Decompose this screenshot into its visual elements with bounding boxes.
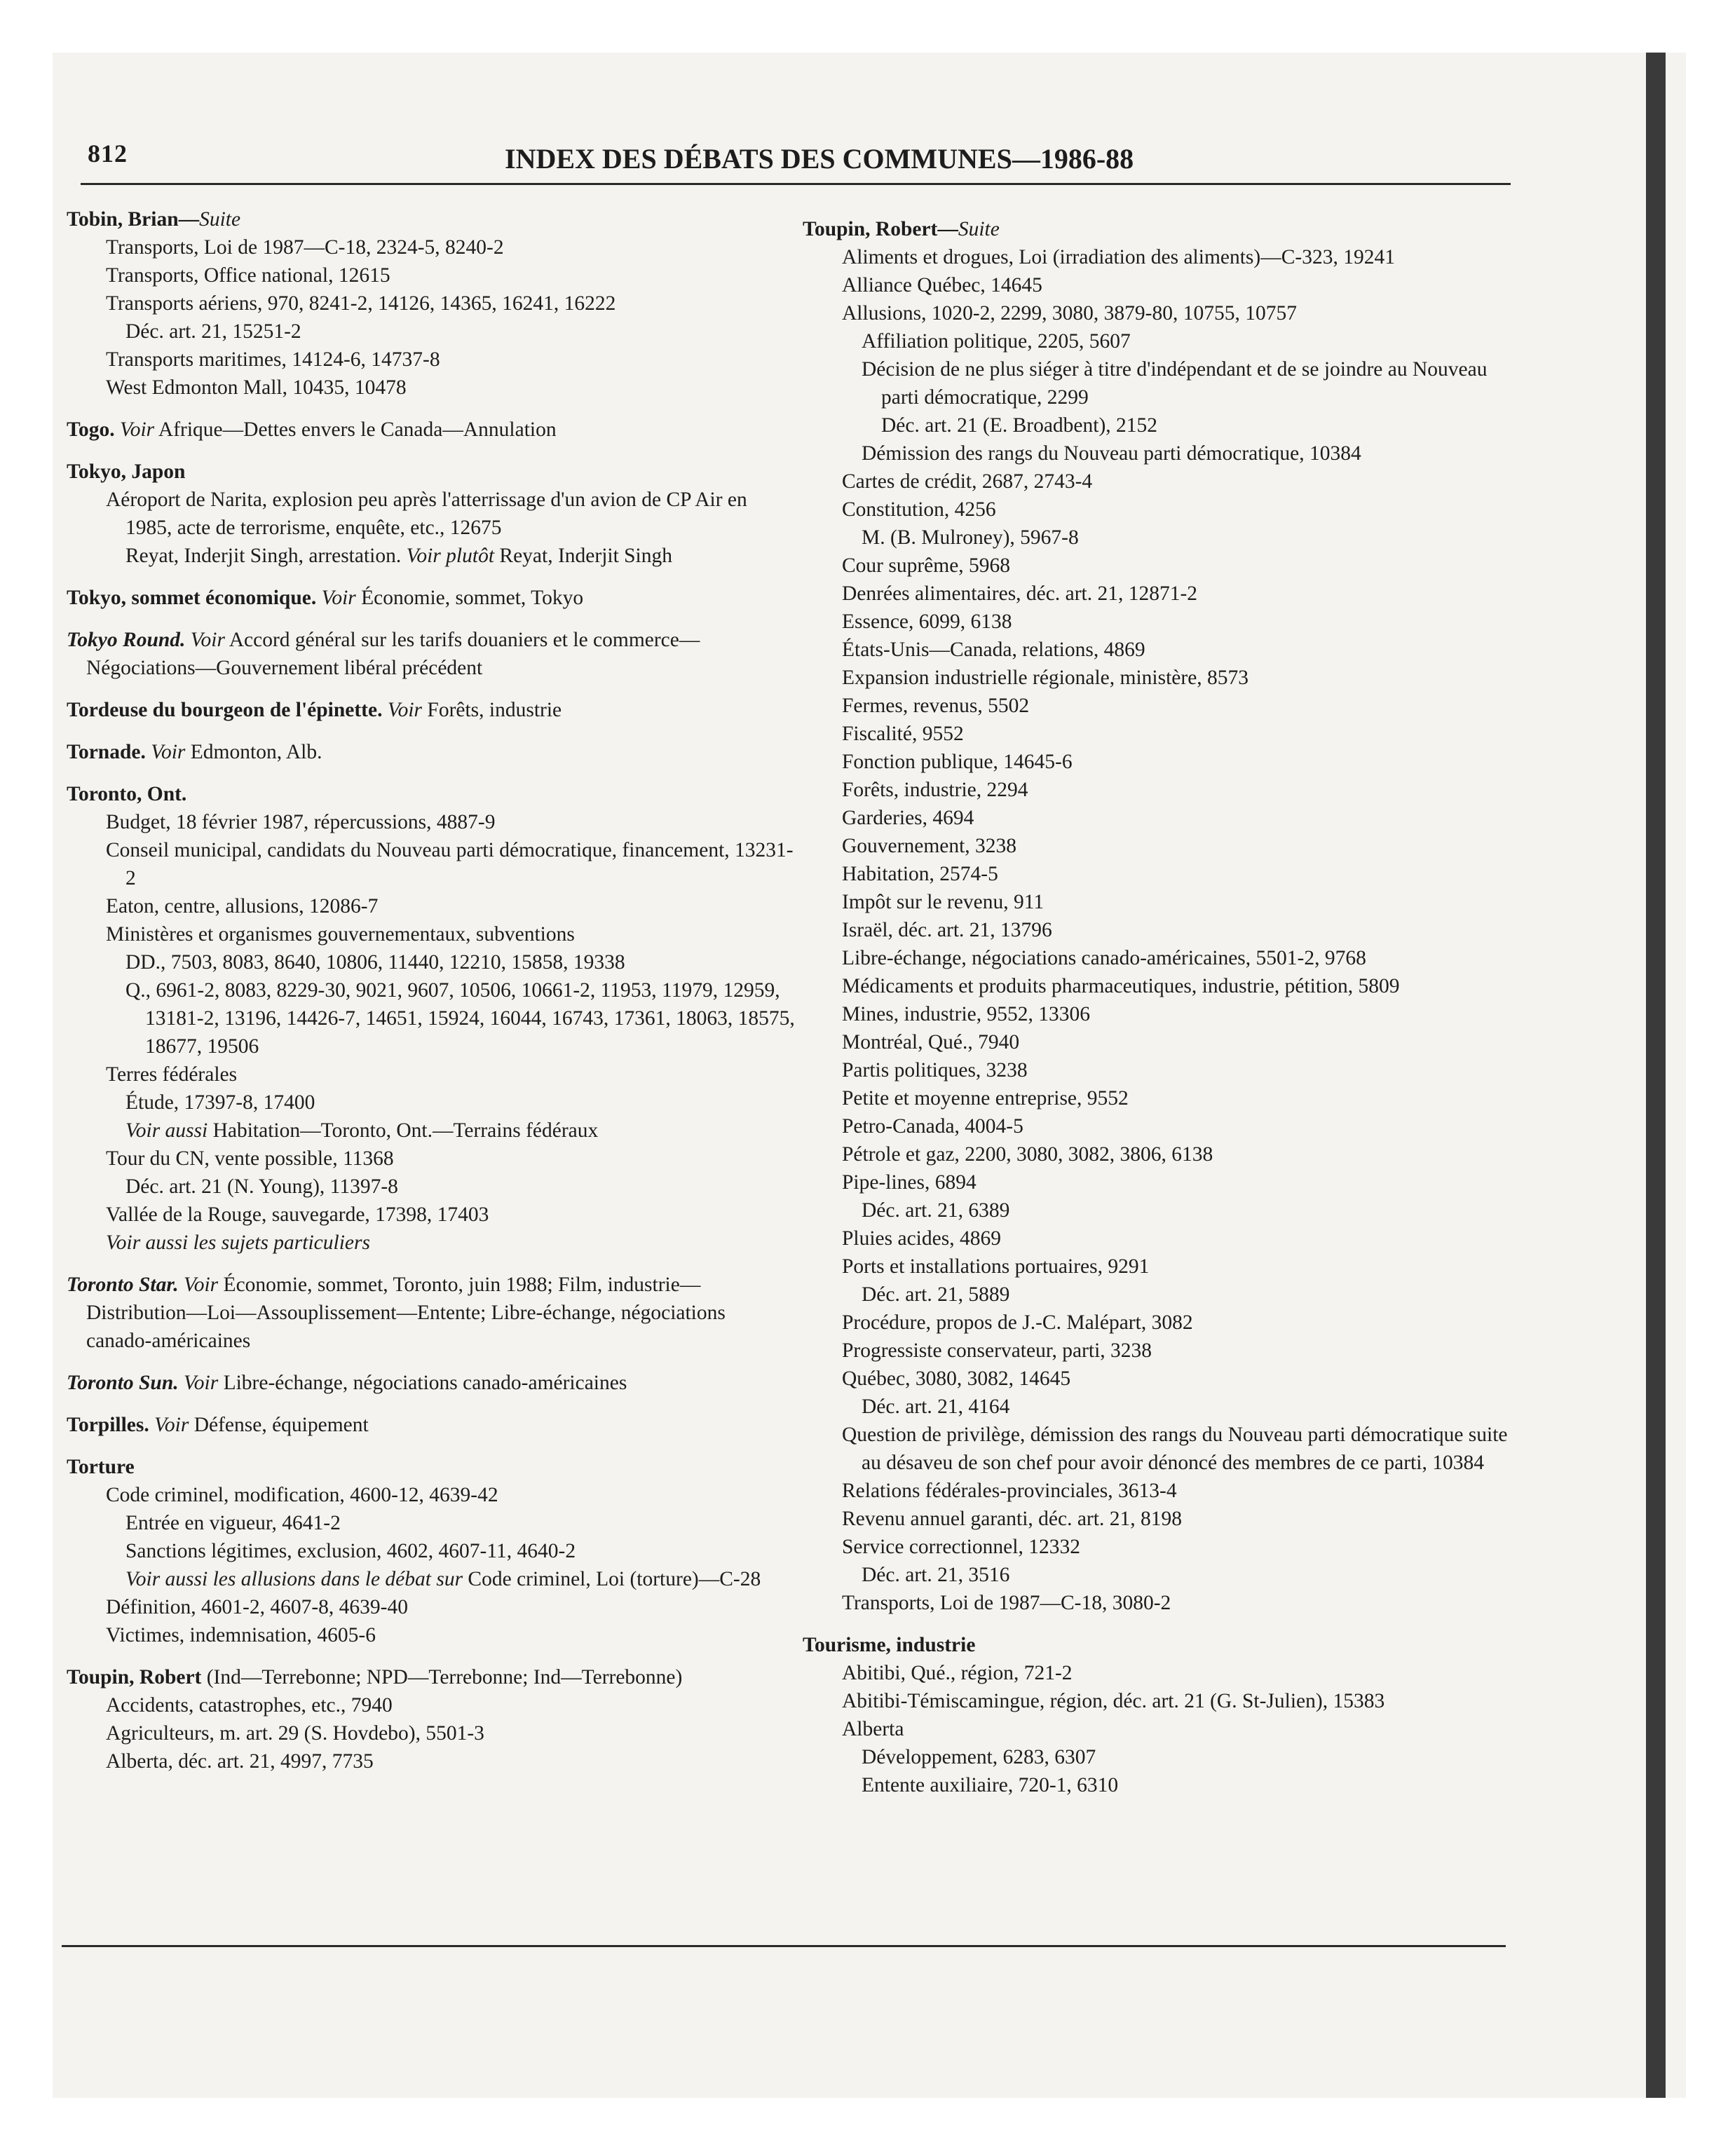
entry-text: Torpilles. [67,1414,149,1436]
entry-text: Cartes de crédit, 2687, 2743-4 [842,470,1093,493]
entry-text [316,587,321,609]
index-subentry [803,552,1518,580]
entry-text: Budget, 18 février 1987, répercussions, 4887-9 [106,811,496,833]
entry-text: Cour suprême, 5968 [842,554,1011,577]
index-subentry [803,1000,1518,1028]
entry-text: Reyat, Inderjit Singh, arrestation. [125,545,407,567]
entry-text: Alberta, déc. art. 21, 4997, 7735 [106,1750,374,1773]
entry-text: Q., 6961-2, 8083, 8229-30, 9021, 9607, 10506, 10661-2, 11953, 11979, 12959, 13181-2, 13196, 14426-7, 14651, 15924, 16044, 16743, 17361, 18063, 18575, 18677, 19506 [125,979,795,1058]
index-subentry [803,1253,1518,1281]
index-subentry [803,888,1518,916]
index-subentry [803,1140,1518,1168]
entry-text: Victimes, indemnisation, 4605-6 [106,1624,376,1646]
index-subentry [803,1168,1518,1196]
entry-text: West Edmonton Mall, 10435, 10478 [106,376,407,399]
entry-text: Revenu annuel garanti, déc. art. 21, 8198 [842,1508,1182,1530]
index-subentry [803,411,1518,439]
index-subentry [67,808,796,836]
entry-text: Tordeuse du bourgeon de l'épinette. [67,699,383,721]
running-title: INDEX DES DÉBATS DES COMMUNES—1986-88 [505,143,1134,175]
entry-text: Démission des rangs du Nouveau parti démocratique, 10384 [862,442,1361,465]
entry-text: Montréal, Qué., 7940 [842,1031,1020,1053]
entry-text: Conseil municipal, candidats du Nouveau parti démocratique, financement, 13231-2 [106,839,794,889]
entry-text: Déc. art. 21, 15251-2 [125,320,301,343]
entry-text: Expansion industrielle régionale, ministère, 8573 [842,667,1249,689]
entry-text: Voir aussi [125,1119,208,1142]
entry-text: Québec, 3080, 3082, 14645 [842,1367,1071,1390]
entry-text: Pluies acides, 4869 [842,1227,1001,1250]
index-subentry [803,1028,1518,1056]
index-heading [67,1369,796,1397]
entry-text: Tobin, Brian [67,208,179,231]
index-heading [67,1411,796,1439]
index-subentry [803,1365,1518,1393]
entry-text: Allusions, 1020-2, 2299, 3080, 3879-80, 10755, 10757 [842,302,1297,325]
index-subentry [803,1743,1518,1771]
entry-text: Aéroport de Narita, explosion peu après l'atterrissage d'un avion de CP Air en 1985, acte de terrorisme, enquête, etc., 12675 [106,489,747,539]
index-subentry [803,1393,1518,1421]
index-subentry [803,1112,1518,1140]
index-heading [803,215,1518,243]
entry-text: Voir [184,1372,219,1394]
entry-text: Toronto Star. [67,1274,179,1296]
index-subentry [803,776,1518,804]
entry-text: Économie, sommet, Toronto, juin 1988; Film, industrie—Distribution—Loi—Assouplissement—Entente; Libre-échange, négociations canado-américaines [86,1274,726,1352]
index-heading [67,780,796,808]
entry-text: Relations fédérales-provinciales, 3613-4 [842,1480,1177,1502]
entry-text: Service correctionnel, 12332 [842,1536,1080,1558]
entry-text: Constitution, 4256 [842,498,996,521]
entry-text: Transports, Loi de 1987—C-18, 3080-2 [842,1592,1171,1614]
index-subentry [803,944,1518,972]
index-subentry [67,233,796,261]
entry-text: Médicaments et produits pharmaceutiques, industrie, pétition, 5809 [842,975,1400,997]
entry-text: Développement, 6283, 6307 [862,1746,1096,1768]
index-subentry [803,636,1518,664]
entry-text: Eaton, centre, allusions, 12086-7 [106,895,379,917]
entry-text: Pétrole et gaz, 2200, 3080, 3082, 3806, 6138 [842,1143,1213,1166]
entry-text: Déc. art. 21, 5889 [862,1283,1010,1306]
index-subentry [67,318,796,346]
entry-text: Déc. art. 21, 6389 [862,1199,1010,1222]
entry-text: Toupin, Robert [67,1666,202,1688]
entry-text: Transports aériens, 970, 8241-2, 14126, 14365, 16241, 16222 [106,292,616,315]
index-subentry [67,1593,796,1621]
entry-text: Tourisme, industrie [803,1634,976,1656]
entry-text: Transports, Office national, 12615 [106,264,390,287]
index-subentry [67,1565,796,1593]
index-subentry [803,1533,1518,1561]
entry-text: Gouvernement, 3238 [842,835,1017,857]
index-subentry [803,972,1518,1000]
entry-text: États-Unis—Canada, relations, 4869 [842,639,1145,661]
index-subentry [67,976,796,1060]
entry-text: Togo. [67,418,115,441]
index-subentry [67,346,796,374]
entry-text: Transports maritimes, 14124-6, 14737-8 [106,348,440,371]
entry-text: Petite et moyenne entreprise, 9552 [842,1087,1129,1110]
index-subentry [803,692,1518,720]
entry-text: Toupin, Robert [803,218,938,240]
entry-text: Toronto Sun. [67,1372,179,1394]
entry-text: Aliments et drogues, Loi (irradiation des aliments)—C-323, 19241 [842,246,1395,268]
index-subentry [803,1589,1518,1617]
entry-text: Libre-échange, négociations canado-américaines [218,1372,627,1394]
entry-text: Ministères et organismes gouvernementaux, subventions [106,923,575,946]
index-subentry [67,948,796,976]
entry-text: Code criminel, modification, 4600-12, 4639-42 [106,1484,498,1506]
entry-text: Reyat, Inderjit Singh [494,545,673,567]
index-heading [67,1453,796,1481]
index-subentry [67,1089,796,1117]
entry-text: Déc. art. 21, 4164 [862,1396,1010,1418]
entry-text: (Ind—Terrebonne; NPD—Terrebonne; Ind—Terrebonne) [201,1666,683,1688]
entry-text: Alberta [842,1718,904,1740]
entry-text: Abitibi-Témiscamingue, région, déc. art. 21 (G. St-Julien), 15383 [842,1690,1385,1712]
index-subentry [803,748,1518,776]
index-subentry [67,1117,796,1145]
entry-text: Petro-Canada, 4004-5 [842,1115,1023,1138]
index-subentry [67,920,796,948]
index-subentry [803,664,1518,692]
entry-text: Garderies, 4694 [842,807,974,829]
entry-text [185,629,190,651]
entry-text: Abitibi, Qué., région, 721-2 [842,1662,1073,1684]
entry-text: Voir [183,1274,219,1296]
index-subentry [803,1281,1518,1309]
entry-text: Question de privilège, démission des rangs du Nouveau parti démocratique suite au désaveu de son chef pour avoir dénoncé des membres de ce parti, 10384 [842,1424,1508,1474]
index-subentry [803,271,1518,299]
index-subentry [803,1337,1518,1365]
entry-text: Terres fédérales [106,1063,238,1086]
index-subentry [803,1561,1518,1589]
entry-text: Habitation—Toronto, Ont.—Terrains fédéraux [207,1119,599,1142]
index-subentry [67,1060,796,1089]
header-rule [81,183,1511,185]
index-heading [67,205,796,233]
index-subentry [803,1715,1518,1743]
index-subentry [803,327,1518,355]
index-subentry [67,542,796,570]
index-heading [67,626,796,682]
entry-text: Affiliation politique, 2205, 5607 [862,330,1131,353]
entry-text: Entente auxiliaire, 720-1, 6310 [862,1774,1119,1796]
entry-text: Suite [958,218,1000,240]
entry-text: Essence, 6099, 6138 [842,610,1012,633]
index-subentry [67,1229,796,1257]
entry-text: Déc. art. 21 (N. Young), 11397-8 [125,1175,398,1198]
index-subentry [803,1056,1518,1084]
index-subentry [803,1505,1518,1533]
page-edge-shadow [1646,53,1666,2098]
index-subentry [803,1196,1518,1224]
index-subentry [67,261,796,289]
entry-text: Partis politiques, 3238 [842,1059,1028,1082]
index-subentry [803,1309,1518,1337]
entry-text: Tokyo, Japon [67,460,186,483]
index-subentry [803,720,1518,748]
index-subentry [803,355,1518,411]
page-number: 812 [88,139,128,168]
entry-text: Denrées alimentaires, déc. art. 21, 12871-2 [842,582,1198,605]
entry-text: Mines, industrie, 9552, 13306 [842,1003,1090,1025]
entry-text: Étude, 17397-8, 17400 [125,1091,315,1114]
index-subentry [803,1771,1518,1799]
entry-text: Code criminel, Loi (torture)—C-28 [463,1568,761,1590]
index-subentry [803,243,1518,271]
entry-text: Accord général sur les tarifs douaniers et le commerce—Négociations—Gouvernement libéral précédent [86,629,700,679]
index-subentry [67,1481,796,1509]
index-subentry [803,580,1518,608]
index-heading [67,1663,796,1691]
entry-text: Voir [321,587,356,609]
index-subentry [803,524,1518,552]
entry-text: — [937,218,958,240]
entry-text: Vallée de la Rouge, sauvegarde, 17398, 17403 [106,1203,489,1226]
index-subentry [803,1687,1518,1715]
entry-text: Pipe-lines, 6894 [842,1171,977,1194]
entry-text: Afrique—Dettes envers le Canada—Annulation [154,418,557,441]
index-subentry [803,1084,1518,1112]
entry-text: Voir plutôt [406,545,495,567]
entry-text: Forêts, industrie, 2294 [842,779,1028,801]
entry-text: M. (B. Mulroney), 5967-8 [862,526,1079,549]
index-heading [67,458,796,486]
index-subentry [67,1719,796,1747]
entry-text: Agriculteurs, m. art. 29 (S. Hovdebo), 5501-3 [106,1722,484,1745]
entry-text: Toronto, Ont. [67,783,187,805]
entry-text: Tokyo Round. [67,629,186,651]
entry-text: Fermes, revenus, 5502 [842,695,1030,717]
entry-text: Déc. art. 21, 3516 [862,1564,1010,1586]
index-subentry [67,289,796,318]
index-subentry [803,1477,1518,1505]
entry-text: Procédure, propos de J.-C. Malépart, 3082 [842,1311,1193,1334]
index-subentry [67,1173,796,1201]
index-subentry [67,1691,796,1719]
entry-text: Décision de ne plus siéger à titre d'indépendant et de se joindre au Nouveau parti démocratique, 2299 [862,358,1488,409]
index-heading [67,584,796,612]
entry-text: Forêts, industrie [422,699,562,721]
entry-text: Habitation, 2574-5 [842,863,998,885]
index-heading [803,1631,1518,1659]
entry-text: Tornade. [67,741,146,763]
index-heading [67,1271,796,1355]
entry-text: Progressiste conservateur, parti, 3238 [842,1339,1152,1362]
entry-text: Accidents, catastrophes, etc., 7940 [106,1694,393,1717]
entry-text: Edmonton, Alb. [185,741,322,763]
entry-text: Libre-échange, négociations canado-américaines, 5501-2, 9768 [842,947,1366,969]
entry-text: Déc. art. 21 (E. Broadbent), 2152 [881,414,1158,437]
entry-text [179,1274,184,1296]
entry-text: Fonction publique, 14645-6 [842,751,1073,773]
entry-text: Voir [190,629,225,651]
index-subentry [803,468,1518,496]
entry-text: Suite [199,208,241,231]
index-subentry [803,916,1518,944]
entry-text: Israël, déc. art. 21, 13796 [842,919,1052,941]
entry-text: DD., 7503, 8083, 8640, 10806, 11440, 12210, 15858, 19338 [125,951,625,974]
entry-text: Impôt sur le revenu, 911 [842,891,1045,913]
index-subentry [803,496,1518,524]
entry-text: Torture [67,1456,135,1478]
index-subentry [67,836,796,892]
index-subentry [803,1224,1518,1253]
entry-text [382,699,387,721]
entry-text: — [178,208,200,231]
entry-text: Voir [119,418,155,441]
index-subentry [67,1145,796,1173]
entry-text: Tour du CN, vente possible, 11368 [106,1147,394,1170]
entry-text: Fiscalité, 9552 [842,723,964,745]
entry-text: Défense, équipement [189,1414,369,1436]
entry-text: Voir aussi les allusions dans le débat sur [125,1568,463,1590]
entry-text [115,418,120,441]
index-subentry [803,299,1518,327]
entry-text: Définition, 4601-2, 4607-8, 4639-40 [106,1596,408,1618]
entry-text: Tokyo, sommet économique. [67,587,317,609]
index-subentry [67,1537,796,1565]
index-subentry [67,374,796,402]
entry-text: Sanctions légitimes, exclusion, 4602, 4607-11, 4640-2 [125,1540,576,1562]
entry-text: Voir [151,741,186,763]
index-heading [67,416,796,444]
entry-text: Entrée en vigueur, 4641-2 [125,1512,341,1534]
entry-text: Voir aussi les sujets particuliers [106,1231,370,1254]
index-subentry [67,1621,796,1649]
index-subentry [67,1747,796,1775]
index-heading [67,738,796,766]
index-column-right [803,215,1518,1799]
index-subentry [67,892,796,920]
index-subentry [67,486,796,542]
entry-text: Alliance Québec, 14645 [842,274,1042,296]
index-subentry [803,804,1518,832]
index-subentry [803,832,1518,860]
entry-text: Ports et installations portuaires, 9291 [842,1255,1150,1278]
index-column-left [67,205,796,1775]
index-subentry [803,860,1518,888]
entry-text: Économie, sommet, Tokyo [355,587,584,609]
index-subentry [803,1659,1518,1687]
entry-text: Voir [387,699,423,721]
entry-text [179,1372,184,1394]
index-heading [67,696,796,724]
index-subentry [803,1421,1518,1477]
index-subentry [803,439,1518,468]
entry-text: Transports, Loi de 1987—C-18, 2324-5, 8240-2 [106,236,504,259]
footer-rule [62,1945,1506,1947]
index-subentry [67,1201,796,1229]
index-subentry [67,1509,796,1537]
entry-text: Voir [154,1414,189,1436]
index-subentry [803,608,1518,636]
